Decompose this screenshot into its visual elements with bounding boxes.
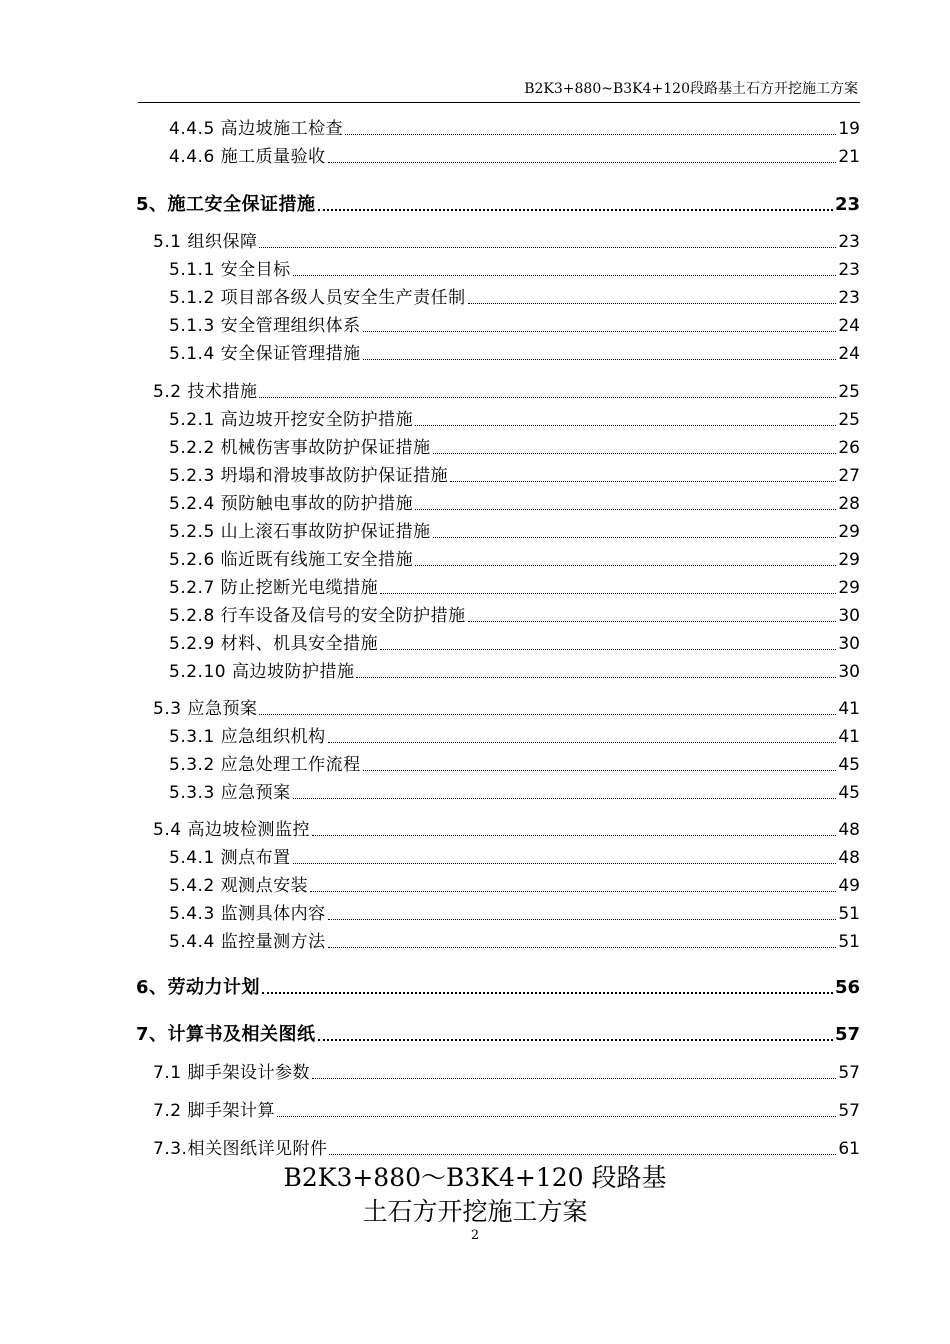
toc-entry[interactable] — [169, 257, 860, 281]
toc-entry-page: 45 — [838, 755, 860, 775]
toc-entry-page: 23 — [838, 288, 860, 308]
toc-dot-leader — [310, 891, 836, 892]
toc-dot-leader — [363, 770, 837, 771]
toc-entry-label: 7.3.相关图纸详见附件 — [153, 1139, 328, 1159]
toc-dot-leader — [380, 649, 836, 650]
page-number: 2 — [470, 1228, 480, 1243]
toc-entry-label: 5.2.4 预防触电事故的防护措施 — [169, 494, 414, 514]
toc-entry[interactable] — [153, 229, 860, 253]
toc-dot-leader — [277, 1116, 836, 1117]
toc-entry-page: 41 — [838, 699, 860, 719]
toc-entry-page: 23 — [838, 260, 860, 280]
toc-entry-label: 5.3.2 应急处理工作流程 — [169, 755, 361, 775]
toc-dot-leader — [312, 835, 836, 836]
toc-entry-page: 30 — [838, 634, 860, 654]
toc-entry-page: 29 — [838, 522, 860, 542]
toc-entry-page: 48 — [838, 820, 860, 840]
toc-entry-page: 25 — [838, 382, 860, 402]
toc-entry-label: 5.2.7 防止挖断光电缆措施 — [169, 578, 379, 598]
toc-entry-page: 51 — [838, 904, 860, 924]
toc-entry[interactable] — [169, 780, 860, 804]
toc-entry[interactable] — [169, 547, 860, 571]
toc-entry-page: 57 — [838, 1063, 860, 1083]
toc-dot-leader — [318, 209, 833, 211]
toc-entry[interactable] — [153, 1060, 860, 1084]
toc-dot-leader — [415, 565, 836, 566]
toc-entry-label: 5.4.3 监测具体内容 — [169, 904, 326, 924]
toc-entry-page: 51 — [838, 932, 860, 952]
toc-entry-label: 5.4 高边坡检测监控 — [153, 820, 310, 840]
toc-entry-label: 5.2.5 山上滚石事故防护保证措施 — [169, 522, 431, 542]
toc-dot-leader — [259, 247, 836, 248]
toc-entry-label: 5.2.10 高边坡防护措施 — [169, 662, 355, 682]
toc-entry[interactable] — [136, 975, 860, 999]
toc-entry[interactable] — [136, 192, 860, 216]
toc-entry-label: 5.1.1 安全目标 — [169, 260, 291, 280]
toc-entry-page: 45 — [838, 783, 860, 803]
toc-dot-leader — [433, 453, 837, 454]
toc-entry[interactable] — [169, 901, 860, 925]
toc-dot-leader — [318, 1039, 833, 1041]
toc-dot-leader — [356, 677, 836, 678]
toc-entry[interactable] — [169, 659, 860, 683]
toc-dot-leader — [363, 359, 837, 360]
toc-dot-leader — [262, 992, 833, 994]
toc-dot-leader — [293, 798, 837, 799]
toc-entry[interactable] — [169, 519, 860, 543]
toc-entry[interactable] — [169, 724, 860, 748]
toc-entry-page: 27 — [838, 466, 860, 486]
toc-entry-label: 5.2.6 临近既有线施工安全措施 — [169, 550, 414, 570]
toc-entry-page: 56 — [834, 977, 860, 998]
toc-entry[interactable] — [169, 435, 860, 459]
toc-entry-page: 30 — [838, 662, 860, 682]
toc-dot-leader — [328, 919, 837, 920]
toc-entry[interactable] — [169, 575, 860, 599]
toc-entry-page: 57 — [838, 1101, 860, 1121]
header-divider — [138, 102, 860, 103]
toc-entry[interactable] — [153, 1098, 860, 1122]
toc-entry-label: 5.1.4 安全保证管理措施 — [169, 344, 361, 364]
toc-entry-label: 5.2.1 高边坡开挖安全防护措施 — [169, 410, 414, 430]
toc-entry-label: 7.1 脚手架设计参数 — [153, 1063, 310, 1083]
toc-entry[interactable] — [169, 341, 860, 365]
toc-dot-leader — [415, 509, 836, 510]
toc-dot-leader — [328, 947, 837, 948]
toc-dot-leader — [345, 134, 836, 135]
toc-entry-label: 5.3 应急预案 — [153, 699, 258, 719]
toc-dot-leader — [468, 621, 837, 622]
toc-entry-page: 24 — [838, 344, 860, 364]
toc-dot-leader — [468, 303, 837, 304]
document-title-line-2: 土石方开挖施工方案 — [362, 1197, 588, 1226]
toc-dot-leader — [259, 397, 836, 398]
toc-entry-label: 4.4.5 高边坡施工检查 — [169, 119, 344, 139]
toc-entry-page: 26 — [838, 438, 860, 458]
toc-entry[interactable] — [136, 1022, 860, 1046]
toc-entry-page: 30 — [838, 606, 860, 626]
toc-dot-leader — [380, 593, 836, 594]
toc-entry-label: 5.2.8 行车设备及信号的安全防护措施 — [169, 606, 466, 626]
document-title-line-1: B2K3+880～B3K4+120 段路基 — [283, 1163, 667, 1192]
toc-entry-label: 5.2.9 材料、机具安全措施 — [169, 634, 379, 654]
toc-dot-leader — [293, 275, 837, 276]
toc-entry-label: 5.3.3 应急预案 — [169, 783, 291, 803]
toc-entry-label: 5.2.3 坍塌和滑坡事故防护保证措施 — [169, 466, 449, 486]
toc-dot-leader — [450, 481, 836, 482]
toc-entry-page: 25 — [838, 410, 860, 430]
toc-entry[interactable] — [169, 463, 860, 487]
toc-dot-leader — [433, 537, 837, 538]
toc-entry[interactable] — [169, 873, 860, 897]
toc-entry[interactable] — [153, 696, 860, 720]
toc-entry-page: 19 — [838, 119, 860, 139]
toc-entry[interactable] — [169, 407, 860, 431]
toc-entry[interactable] — [169, 313, 860, 337]
toc-entry-label: 5.4.4 监控量测方法 — [169, 932, 326, 952]
toc-entry-label: 7、计算书及相关图纸 — [136, 1024, 316, 1045]
toc-entry-label: 6、劳动力计划 — [136, 977, 261, 998]
toc-entry-label: 7.2 脚手架计算 — [153, 1101, 275, 1121]
toc-entry[interactable] — [169, 491, 860, 515]
toc-entry-page: 28 — [838, 494, 860, 514]
toc-entry-label: 5.1 组织保障 — [153, 232, 258, 252]
toc-dot-leader — [293, 863, 837, 864]
toc-entry[interactable] — [169, 144, 860, 168]
toc-entry-page: 24 — [838, 316, 860, 336]
toc-entry-label: 5.3.1 应急组织机构 — [169, 727, 326, 747]
toc-dot-leader — [363, 331, 837, 332]
toc-entry[interactable] — [153, 817, 860, 841]
toc-dot-leader — [329, 1154, 836, 1155]
toc-entry[interactable] — [169, 752, 860, 776]
toc-entry-label: 5、施工安全保证措施 — [136, 194, 316, 215]
toc-entry[interactable] — [169, 285, 860, 309]
toc-dot-leader — [415, 425, 836, 426]
running-header: B2K3+880~B3K4+120段路基土石方开挖施工方案 — [524, 81, 858, 97]
toc-entry-label: 5.4.2 观测点安装 — [169, 876, 309, 896]
toc-entry[interactable] — [169, 116, 860, 140]
toc-entry-page: 29 — [838, 578, 860, 598]
toc-entry[interactable] — [153, 1136, 860, 1160]
toc-entry[interactable] — [169, 603, 860, 627]
toc-entry-page: 48 — [838, 848, 860, 868]
toc-entry-page: 23 — [838, 232, 860, 252]
toc-entry-label: 4.4.6 施工质量验收 — [169, 147, 326, 167]
toc-entry-page: 57 — [834, 1024, 860, 1045]
toc-entry[interactable] — [153, 379, 860, 403]
toc-entry[interactable] — [169, 631, 860, 655]
toc-entry-page: 21 — [838, 147, 860, 167]
toc-entry-label: 5.2.2 机械伤害事故防护保证措施 — [169, 438, 431, 458]
toc-entry-label: 5.4.1 测点布置 — [169, 848, 291, 868]
toc-entry-page: 41 — [838, 727, 860, 747]
toc-entry-page: 29 — [838, 550, 860, 570]
toc-entry-label: 5.1.2 项目部各级人员安全生产责任制 — [169, 288, 466, 308]
toc-dot-leader — [312, 1078, 836, 1079]
toc-dot-leader — [328, 742, 837, 743]
toc-entry[interactable] — [169, 929, 860, 953]
toc-dot-leader — [259, 714, 836, 715]
toc-entry-label: 5.2 技术措施 — [153, 382, 258, 402]
toc-entry-page: 23 — [834, 194, 860, 215]
toc-entry-page: 61 — [838, 1139, 860, 1159]
toc-dot-leader — [328, 162, 837, 163]
toc-entry-page: 49 — [838, 876, 860, 896]
toc-entry[interactable] — [169, 845, 860, 869]
toc-entry-label: 5.1.3 安全管理组织体系 — [169, 316, 361, 336]
